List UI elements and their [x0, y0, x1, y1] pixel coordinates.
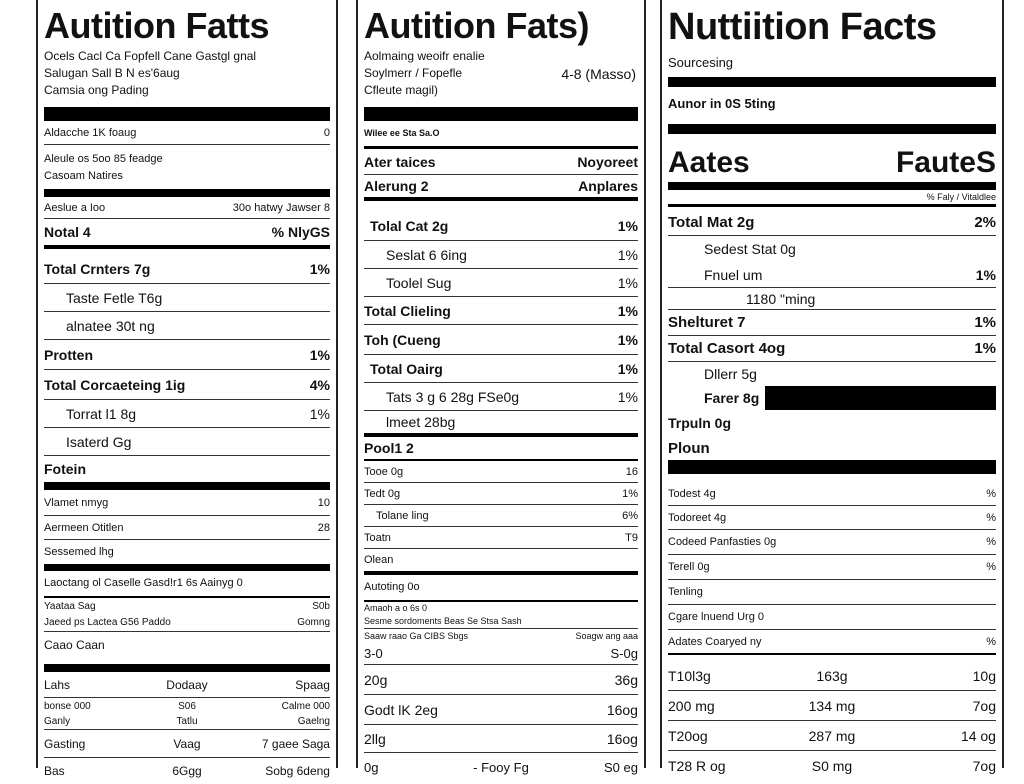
footnote-row [44, 758, 330, 784]
nutrient-label: Total Corcaeteing 1ig [44, 376, 186, 393]
nutrient-label: Cgare lnuend Urg 0 [668, 611, 765, 623]
nutrient-row [44, 284, 330, 312]
nutrient-row [668, 410, 996, 436]
label-subtitle-line: Camsia ong Pading [44, 83, 149, 97]
grid-cell: Jaeed ps Lactea G56 Paddo [44, 617, 171, 628]
nutrient-row [668, 555, 996, 580]
nutrient-row [364, 483, 638, 505]
grid-cell: Caao Caan [44, 638, 105, 652]
grid-cell: 3-0 [364, 646, 383, 661]
grid-cell: 20g [364, 671, 388, 688]
nutrient-row [668, 530, 996, 555]
grid-cell: 7og [972, 758, 996, 774]
label-title: Autition Fats) [364, 5, 589, 46]
divider-medium [44, 189, 330, 197]
nutrient-label: Olean [364, 554, 394, 566]
nutrient-label: Aeslue a Ioo [44, 201, 106, 214]
nutrient-value: 1% [974, 340, 996, 357]
grid-cell: T28 R og [668, 758, 726, 774]
nutrient-value: 1% [617, 217, 638, 234]
nutrient-row [668, 482, 996, 506]
nutrient-row [668, 630, 996, 655]
nutrient-value: % [986, 487, 996, 500]
nutrient-value: 1% [617, 388, 638, 405]
footnote: Sesme sordoments Beas Se Stsa Sash [364, 615, 638, 629]
nutrient-value: 1% [309, 261, 330, 277]
nutrient-label: Toatn [364, 531, 391, 544]
nutrient-label: Taste Fetle T6g [66, 289, 163, 306]
header-value: Noyoreet [577, 153, 638, 170]
nutrient-value: 1% [617, 360, 638, 377]
nutrient-row [364, 297, 638, 325]
grid-cell: - Fooy Fg [473, 759, 529, 775]
footnote-row [44, 598, 330, 614]
nutrient-label: Total Oairg [370, 360, 443, 377]
nutrient-value: % [986, 561, 996, 573]
nutrient-label: Todoreet 4g [668, 511, 727, 524]
nutrient-row [364, 211, 638, 241]
grid-cell: T10l3g [668, 667, 711, 684]
nutrient-row [668, 362, 996, 386]
grid-cell: Sobg 6deng [265, 764, 330, 778]
grid-cell: 6Ggg [172, 764, 202, 778]
divider-thick [668, 77, 996, 87]
nutrient-row [668, 288, 996, 310]
grid-cell: 36g [614, 671, 638, 688]
divider-thick [44, 107, 330, 121]
nutrient-row [364, 549, 638, 571]
nutrient-row [364, 411, 638, 437]
nutrient-value: 10 [317, 496, 330, 509]
nutrient-row [44, 456, 330, 482]
nutrient-value: 2% [974, 214, 996, 231]
label-subtitle-line: Cfleute magil) [364, 83, 439, 97]
big-heading [668, 144, 996, 182]
nutrient-row [364, 269, 638, 297]
nutrient-row [364, 325, 638, 355]
grid-cell: 10g [972, 667, 996, 684]
serving-size: 4-8 (Masso) [561, 66, 636, 82]
nutrient-value: 0 [323, 126, 330, 139]
nutrient-value: 1% [617, 274, 638, 291]
nutrient-label: Total Clieling [364, 302, 451, 319]
grid-row [364, 643, 638, 665]
divider-thick [668, 460, 996, 474]
nutrient-label: Aermeen Otitlen [44, 521, 124, 534]
nutrient-value: 1% [309, 405, 330, 422]
nutrient-label: Sedest Stat 0g [704, 241, 796, 257]
grid-cell: S06 [178, 700, 196, 712]
footnote-row [44, 730, 330, 758]
nutrient-value: 4% [309, 376, 330, 393]
nutrient-value: 28 [317, 521, 330, 534]
grid-header-row [364, 629, 638, 643]
nutrient-value: 1% [622, 487, 638, 500]
grid-cell: 287 mg [808, 727, 856, 744]
nutrient-row [364, 527, 638, 549]
nutrient-label: Tedt 0g [364, 487, 401, 500]
nutrient-row [44, 540, 330, 564]
nutrient-row [44, 255, 330, 284]
nutrient-label: Farer 8g [704, 390, 765, 406]
grid-cell: 16og [606, 730, 638, 747]
label-subtitle-line: Casoam Natires [44, 170, 123, 182]
nutrient-label: Torrat l1 8g [66, 405, 137, 422]
grid-cell: Calme 000 [281, 700, 330, 712]
nutrient-value: 1% [309, 346, 330, 363]
nutrient-label: Protten [44, 346, 93, 363]
nutrient-value: 1% [617, 331, 638, 348]
divider-medium [668, 182, 996, 190]
grid-cell: 14 og [960, 727, 996, 744]
grid-cell: 7 gaee Saga [261, 736, 330, 751]
label-title: Nuttiition Facts [668, 6, 937, 48]
header-row [364, 175, 638, 201]
grid-cell: Lahs [44, 677, 71, 692]
grid-row [668, 661, 996, 691]
nutrient-row [668, 310, 996, 336]
nutrient-row [364, 505, 638, 527]
nutrient-label: Ploun [668, 439, 710, 457]
nutrient-row [364, 241, 638, 269]
nutrient-row [364, 383, 638, 411]
nutrient-row [668, 436, 996, 460]
nutrient-label: Toolel Sug [386, 274, 452, 291]
grid-row [364, 695, 638, 725]
grid-cell: Gomng [297, 617, 331, 628]
nutrient-label: Dllerr 5g [704, 366, 757, 382]
nutrition-label-middle [356, 0, 646, 775]
nutrient-label: Vlamet nmyg [44, 496, 109, 509]
nutrition-label-right [660, 0, 1004, 774]
grid-cell: Yaataa Sag [44, 600, 96, 612]
nutrient-value: 1% [975, 266, 996, 283]
nutrient-label: Total Crnters 7g [44, 261, 151, 277]
footnote-row [44, 632, 330, 658]
nutrient-value: 1% [617, 246, 638, 263]
nutrient-row [668, 506, 996, 530]
nutrient-label: Tats 3 g 6 28g FSe0g [386, 388, 520, 405]
nutrition-label-left [36, 0, 338, 778]
grid-cell: Spaag [295, 677, 330, 692]
nutrient-row [668, 336, 996, 362]
grid-cell: 2llg [364, 730, 386, 747]
grid-cell: Godt lK 2eg [364, 701, 438, 718]
header-label: Ater taices [364, 153, 436, 170]
footnote: Amaoh a o 6s 0 [364, 603, 428, 613]
nutrient-label: Sessemed lhg [44, 546, 114, 558]
grid-cell: Soagw ang aaa [575, 631, 638, 641]
grid-cell: 163g [816, 667, 848, 684]
nutrient-value: % [986, 511, 996, 524]
grid-cell: Bas [44, 764, 65, 778]
nutrient-label: Fnuel um [704, 266, 763, 283]
nutrient-value: 30o hatwy Jawser 8 [232, 201, 330, 214]
nutrient-row [44, 428, 330, 456]
label-subtitle-line: Salugan Sall B N es'6aug [44, 66, 180, 80]
nutrient-label: Terell 0g [668, 561, 710, 573]
grid-row [364, 725, 638, 753]
grid-cell: Tatlu [176, 716, 198, 727]
nutrient-row [44, 490, 330, 516]
nutrient-row [668, 580, 996, 605]
footnote-row [44, 672, 330, 698]
grid-cell: S-0g [610, 646, 638, 661]
nutrient-label: Tooe 0g [364, 465, 404, 478]
nutrient-label: Tolal Cat 2g [370, 217, 449, 234]
nutrient-row [668, 236, 996, 262]
nutrient-row [364, 437, 638, 461]
nutrient-value: T9 [625, 531, 638, 544]
nutrient-label: Codeed Panfasties 0g [668, 536, 777, 548]
small-row: Wilee ee Sta Sa.O [364, 121, 638, 149]
grid-cell: S0 mg [811, 758, 853, 774]
footnote-row [44, 614, 330, 632]
grid-cell: Saaw raao Ga CIBS Sbgs [364, 631, 469, 641]
grid-cell: Ganly [44, 716, 71, 727]
header-row [364, 149, 638, 175]
nutrient-label: Toh (Cueng [364, 331, 441, 348]
nutrient-label: Isaterd Gg [66, 433, 132, 450]
nutrient-label: Trpuln 0g [668, 415, 731, 431]
grid-row [668, 721, 996, 751]
footnote: Laoctang ol Caselle Gasd!r1 6s Aainyg 0 [44, 571, 330, 598]
nutrient-label: Todest 4g [668, 487, 716, 500]
grid-cell: 200 mg [668, 697, 715, 714]
nutrient-label: Notal 4 [44, 224, 91, 240]
nutrient-label: Shelturet 7 [668, 314, 746, 331]
divider-thick [364, 107, 638, 121]
nutrient-row [44, 370, 330, 400]
grid-row [364, 753, 638, 781]
grid-cell: 0g [364, 759, 379, 775]
nutrient-row [668, 262, 996, 288]
grid-cell: S0 eg [604, 759, 638, 775]
divider-medium [44, 482, 330, 490]
header-label: Alerung 2 [364, 178, 429, 194]
grid-row [668, 691, 996, 721]
nutrient-value: 1% [617, 302, 638, 319]
daily-value-note: % Faly / Vitaldlee [926, 192, 996, 202]
nutrient-value: 6% [622, 509, 638, 522]
nutrient-label: Seslat 6 6ing [386, 246, 467, 263]
footnote-row [44, 698, 330, 714]
grid-cell: Gasting [44, 736, 86, 751]
divider-thick [668, 124, 996, 134]
nutrient-row [44, 312, 330, 340]
label-subtitle-line: Sourcesing [668, 55, 734, 70]
nutrient-row [364, 355, 638, 383]
servings-row: Aunor in 0S 5ting [668, 96, 776, 111]
grid-cell: 16og [606, 701, 638, 718]
grid-cell: Gaelng [297, 716, 330, 727]
nutrient-label: alnatee 30t ng [66, 317, 155, 334]
nutrient-row-highlight [704, 386, 996, 410]
nutrient-row [668, 605, 996, 630]
label-subtitle-line: Aolmaing weoifr enalie [364, 49, 485, 63]
nutrient-label: Total Casort 4og [668, 340, 786, 357]
nutrient-label: Adates Coaryed ny [668, 635, 762, 648]
label-subtitle-line: Aleule os 5oo 85 feadge [44, 153, 163, 165]
grid-row [364, 665, 638, 695]
grid-cell: 7og [972, 697, 996, 714]
header-value: Anplares [578, 178, 638, 194]
nutrient-label: Total Mat 2g [668, 214, 755, 231]
nutrient-row [668, 210, 996, 236]
label-subtitle-line: Ocels Cacl Ca Fopfell Cane Gastgl gnal [44, 49, 257, 63]
big-heading-right: FauteS [895, 146, 996, 179]
grid-cell: S0b [312, 600, 330, 612]
nutrient-row [44, 219, 330, 249]
nutrient-label: Tolane ling [376, 509, 429, 522]
nutrient-row [44, 340, 330, 370]
grid-cell: Dodaay [166, 677, 208, 692]
grid-cell: bonse 000 [44, 700, 91, 712]
grid-cell: T20og [668, 727, 708, 744]
label-title: Autition Fatts [44, 5, 269, 46]
divider-medium [44, 664, 330, 672]
nutrient-row [44, 121, 330, 145]
footnote: Autoting 0o [364, 575, 638, 602]
nutrient-label: Pool1 2 [364, 440, 414, 456]
grid-row [668, 751, 996, 781]
nutrient-row [364, 461, 638, 483]
nutrient-row [44, 516, 330, 540]
nutrient-value: % NlyGS [271, 224, 330, 240]
nutrient-label: 1180 "ming [746, 290, 816, 307]
grid-cell: 134 mg [808, 697, 856, 714]
nutrient-value: 1% [974, 314, 996, 331]
nutrient-value: 16 [625, 465, 638, 478]
nutrient-value: % [986, 635, 996, 648]
nutrient-value: % [986, 536, 996, 548]
nutrient-label: Aldacche 1K foaug [44, 126, 137, 139]
nutrient-label: lmeet 28bg [386, 414, 456, 430]
nutrient-row [44, 197, 330, 219]
label-subtitle-line: Soylmerr / Fopefle [364, 66, 463, 80]
nutrient-row [44, 400, 330, 428]
footnote-row [44, 714, 330, 730]
divider-medium [44, 564, 330, 571]
nutrient-value [765, 386, 996, 410]
big-heading-left: Aates [668, 146, 750, 179]
grid-cell: Vaag [173, 736, 201, 751]
nutrient-label: Fotein [44, 461, 86, 477]
nutrient-label: Tenling [668, 586, 703, 598]
